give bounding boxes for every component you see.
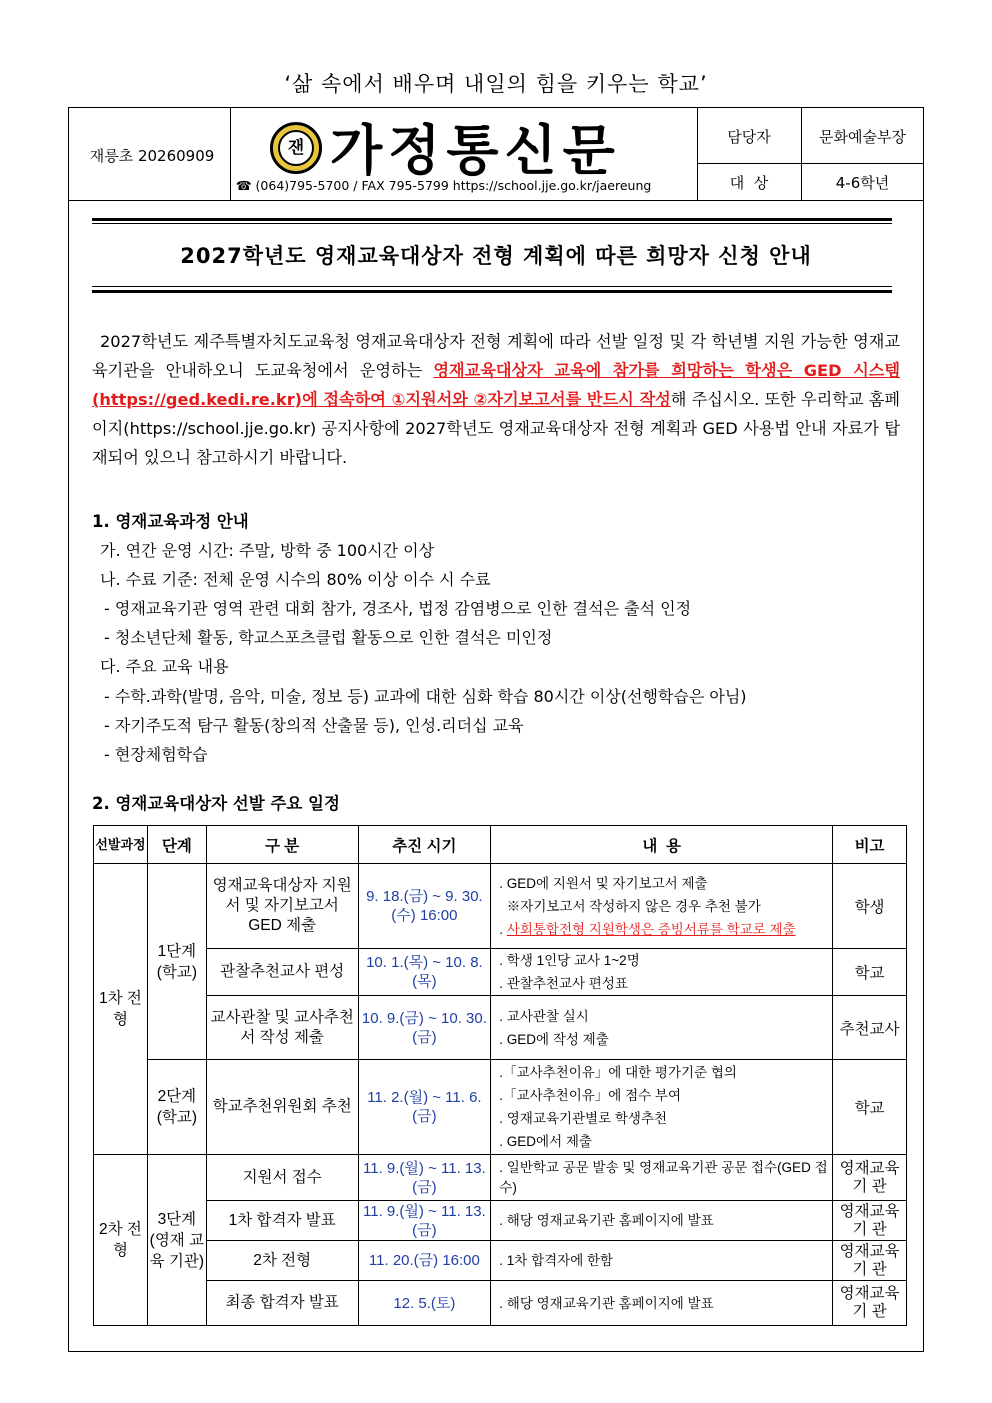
schedule-table xyxy=(93,825,907,1326)
gubun-cell: 1차 합격자 발표 xyxy=(206,1201,358,1241)
process-cell xyxy=(94,1155,148,1326)
column-header: 내 용 xyxy=(491,826,833,864)
logo-glyph: 잰 xyxy=(278,130,314,166)
content-cell xyxy=(491,949,833,996)
section1-heading: 1. 영재교육과정 안내 xyxy=(92,512,249,531)
content-cell xyxy=(491,864,833,949)
period-cell: 11. 2.(월) ~ 11. 6.(금) xyxy=(358,1060,491,1155)
note-cell: 영재교육기 관 xyxy=(833,1281,907,1326)
table-row xyxy=(94,864,907,949)
period-cell: 10. 1.(목) ~ 10. 8.(목) xyxy=(358,949,491,996)
note-cell: 학생 xyxy=(833,864,907,949)
table-row xyxy=(94,1281,907,1326)
stage-cell xyxy=(147,1060,206,1155)
school-motto: ‘삶 속에서 배우며 내일의 힘을 키우는 학교’ xyxy=(284,72,708,96)
gubun-cell: 학교추천위원회 추천 xyxy=(206,1060,358,1155)
column-header: 구 분 xyxy=(206,826,358,864)
stage-cell xyxy=(147,864,206,1060)
content-line: . 영재교육기관별로 학생추천 xyxy=(499,1111,668,1126)
table-row xyxy=(94,996,907,1060)
stage-label: 3단계 (영재 교육 기관) xyxy=(149,1210,205,1270)
intro-highlight: 영재교육대상자 교육에 참가를 희망하는 학생은 GED 시스템(https://ged.kedi.re.kr)에 접속하여 ①지원서와 ②자기보고서를 반드시 작성 xyxy=(92,361,900,409)
content-line: . GED에 작성 제출 xyxy=(499,1031,609,1047)
gubun-cell: 최종 합격자 발표 xyxy=(206,1281,358,1326)
title-rule xyxy=(92,223,892,224)
stage-label: 1단계 (학교) xyxy=(156,942,197,981)
content-cell: . 해당 영재교육기관 홈페이지에 발표 xyxy=(491,1201,833,1241)
manager-label: 담당자 xyxy=(727,128,771,146)
newsletter-title: 가정통신문 xyxy=(330,119,621,182)
section1-line: - 자기주도적 탐구 활동(창의적 산출물 등), 인성.리더십 교육 xyxy=(104,716,524,735)
period-cell: 12. 5.(토) xyxy=(358,1281,491,1326)
content-highlight: 사회통합전형 지원학생은 증빙서류를 학교로 제출 xyxy=(506,921,796,937)
table-row xyxy=(94,1241,907,1281)
section1-line: - 수학.과학(발명, 음악, 미술, 정보 등) 교과에 대한 심화 학습 80시간 이상(선행학습은 아님) xyxy=(104,687,747,706)
intro-text: 해 주십시오. 또한 우리학교 홈페이지(https://school.jje.go.kr) 공지사항에 2027학년도 영재교육대상자 전형 계획과 GED 사용법 안내 자료가 탑재되어 있으니 참고하시기 바랍니다. xyxy=(92,390,901,467)
content-line: . 학생 1인당 교사 1~2명 xyxy=(499,953,640,968)
content-line: .「교사추천이유」에 점수 부여 xyxy=(499,1088,681,1103)
school-logo-icon xyxy=(270,122,322,174)
column-header: 선발과정 xyxy=(94,826,148,864)
content-line: ※자기보고서 작성하지 않은 경우 추천 불가 xyxy=(499,898,761,914)
content-cell xyxy=(491,996,833,1060)
note-cell: 학교 xyxy=(833,949,907,996)
title-rule xyxy=(92,286,892,287)
manager-value: 문화예술부장 xyxy=(819,128,906,146)
section1-line: 다. 주요 교육 내용 xyxy=(100,657,229,676)
section1-line: - 현장체험학습 xyxy=(104,745,208,764)
table-header-row xyxy=(94,826,907,864)
registration-number: 재릉초 20260909 xyxy=(89,147,215,165)
gubun-cell: 관찰추천교사 편성 xyxy=(206,949,358,996)
content-line: . 사회통합전형 지원학생은 증빙서류를 학교로 제출 xyxy=(499,921,796,937)
column-header: 추진 시기 xyxy=(358,826,491,864)
intro-paragraph xyxy=(92,327,900,472)
note-cell: 영재교육기 관 xyxy=(833,1241,907,1281)
period-cell: 11. 9.(월) ~ 11. 13.(금) xyxy=(358,1201,491,1241)
target-value: 4-6학년 xyxy=(835,174,890,192)
note-cell: 영재교육기 관 xyxy=(833,1201,907,1241)
section2-heading: 2. 영재교육대상자 선발 주요 일정 xyxy=(92,794,340,813)
column-header: 비고 xyxy=(833,826,907,864)
header-divider xyxy=(230,107,231,200)
title-rule xyxy=(92,290,892,293)
period-cell: 10. 9.(금) ~ 10. 30.(금) xyxy=(358,996,491,1060)
header-divider xyxy=(697,163,924,164)
intro-text: 2027학년도 제주특별자치도교육청 영재교육대상자 전형 계획에 따라 선발 일정 및 각 학년별 지원 가능한 영재교육기관을 안내하오니 도교육청에서 운영하는 xyxy=(92,332,900,380)
section1-line: - 영재교육기관 영역 관련 대회 참가, 경조사, 법정 감염병으로 인한 결석은 출석 인정 xyxy=(104,599,692,618)
note-cell: 영재교육기 관 xyxy=(833,1155,907,1201)
header-divider xyxy=(68,200,924,201)
period-cell: 11. 20.(금) 16:00 xyxy=(358,1241,491,1281)
stage-label: 2단계 (학교) xyxy=(156,1088,197,1126)
gubun-cell: 지원서 접수 xyxy=(206,1155,358,1201)
content-line: . GED에서 제출 xyxy=(499,1134,592,1149)
content-line: .「교사추천이유」에 대한 평가기준 협의 xyxy=(499,1065,737,1080)
gubun-cell: 교사관찰 및 교사추천서 작성 제출 xyxy=(206,996,358,1060)
stage-cell xyxy=(147,1155,206,1326)
table-row xyxy=(94,1201,907,1241)
content-line: . 교사관찰 실시 xyxy=(499,1008,589,1024)
section1-line: 가. 연간 운영 시간: 주말, 방학 중 100시간 이상 xyxy=(100,541,435,560)
table-row xyxy=(94,1060,907,1155)
contact-info: ☎ (064)795-5700 / FAX 795-5799 https://school.jje.go.kr/jaereung xyxy=(236,178,652,193)
content-line: . 관찰추천교사 편성표 xyxy=(499,976,628,991)
process-label: 1차 전형 xyxy=(99,990,142,1028)
period-cell: 11. 9.(월) ~ 11. 13.(금) xyxy=(358,1155,491,1201)
content-cell: . 해당 영재교육기관 홈페이지에 발표 xyxy=(491,1281,833,1326)
content-cell: . 일반학교 공문 발송 및 영재교육기관 공문 접수(GED 접수) xyxy=(491,1155,833,1201)
process-label: 2차 전형 xyxy=(99,1221,142,1259)
gubun-cell: 영재교육대상자 지원서 및 자기보고서 GED 제출 xyxy=(206,864,358,949)
table-row xyxy=(94,949,907,996)
section1-line: 나. 수료 기준: 전체 운영 시수의 80% 이상 이수 시 수료 xyxy=(100,570,491,589)
note-cell: 학교 xyxy=(833,1060,907,1155)
section1-line: - 청소년단체 활동, 학교스포츠클럽 활동으로 인한 결석은 미인정 xyxy=(104,628,553,647)
title-rule xyxy=(92,218,892,221)
content-cell xyxy=(491,1060,833,1155)
note-cell: 추천교사 xyxy=(833,996,907,1060)
content-line: . GED에 지원서 및 자기보고서 제출 xyxy=(499,875,708,891)
document-title: 2027학년도 영재교육대상자 전형 계획에 따른 희망자 신청 안내 xyxy=(180,244,812,268)
gubun-cell: 2차 전형 xyxy=(206,1241,358,1281)
target-label: 대 상 xyxy=(729,174,769,192)
process-cell xyxy=(94,864,148,1155)
table-row xyxy=(94,1155,907,1201)
period-cell: 9. 18.(금) ~ 9. 30.(수) 16:00 xyxy=(358,864,491,949)
content-cell: . 1차 합격자에 한함 xyxy=(491,1241,833,1281)
column-header: 단계 xyxy=(147,826,206,864)
